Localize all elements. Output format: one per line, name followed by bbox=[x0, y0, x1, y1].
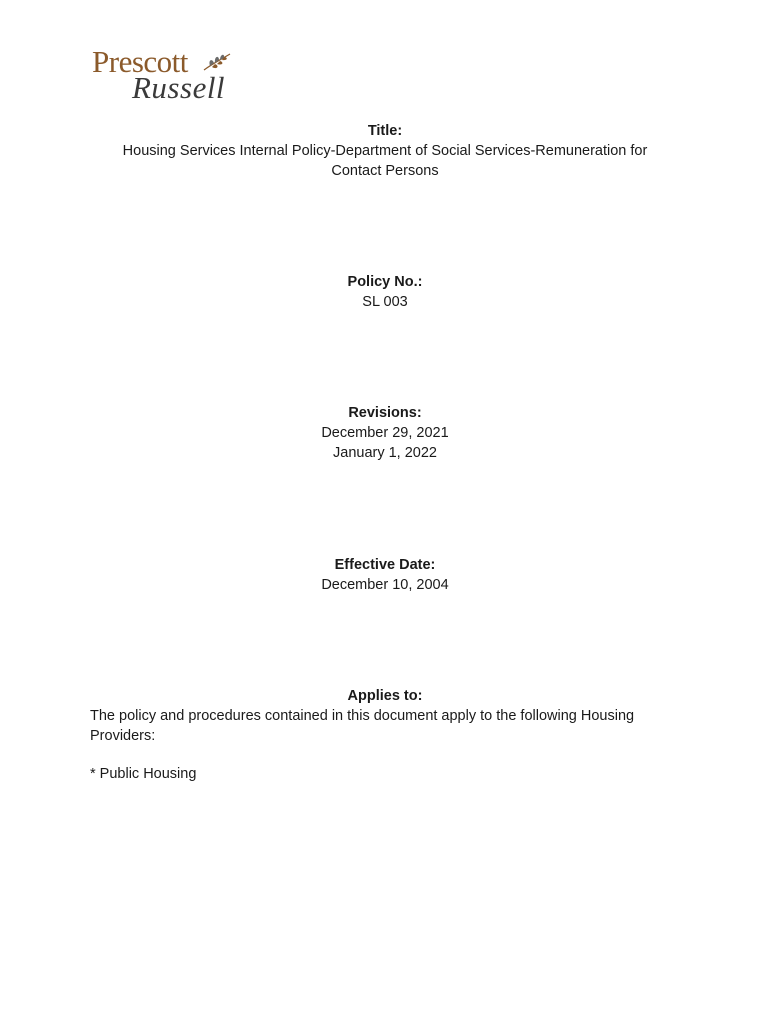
policy-number: SL 003 bbox=[362, 294, 408, 310]
title-value: Housing Services Internal Policy-Department of Social Services-Remuneration for Contact Persons bbox=[122, 143, 648, 179]
logo-word-prescott: Prescott bbox=[92, 44, 188, 79]
applies-to-label: Applies to: bbox=[347, 688, 423, 704]
prescott-russell-logo bbox=[92, 44, 252, 108]
policy-label: Policy No.: bbox=[347, 274, 423, 290]
title-section bbox=[0, 121, 770, 181]
effective-date-section bbox=[0, 555, 770, 595]
policy-section bbox=[0, 272, 770, 312]
effective-date-value: December 10, 2004 bbox=[321, 577, 449, 593]
revision-date: January 1, 2022 bbox=[333, 445, 437, 461]
logo-word-russell: Russell bbox=[132, 70, 226, 105]
list-item: * Public Housing bbox=[90, 766, 197, 782]
revision-date: December 29, 2021 bbox=[321, 425, 449, 441]
revisions-section bbox=[0, 403, 770, 463]
revisions-label: Revisions: bbox=[348, 405, 422, 421]
title-label: Title: bbox=[367, 123, 403, 139]
effective-date-label: Effective Date: bbox=[334, 557, 436, 573]
applies-to-text: The policy and procedures contained in this document apply to the following Housing Providers: bbox=[90, 708, 635, 744]
applies-to-section bbox=[0, 686, 770, 706]
